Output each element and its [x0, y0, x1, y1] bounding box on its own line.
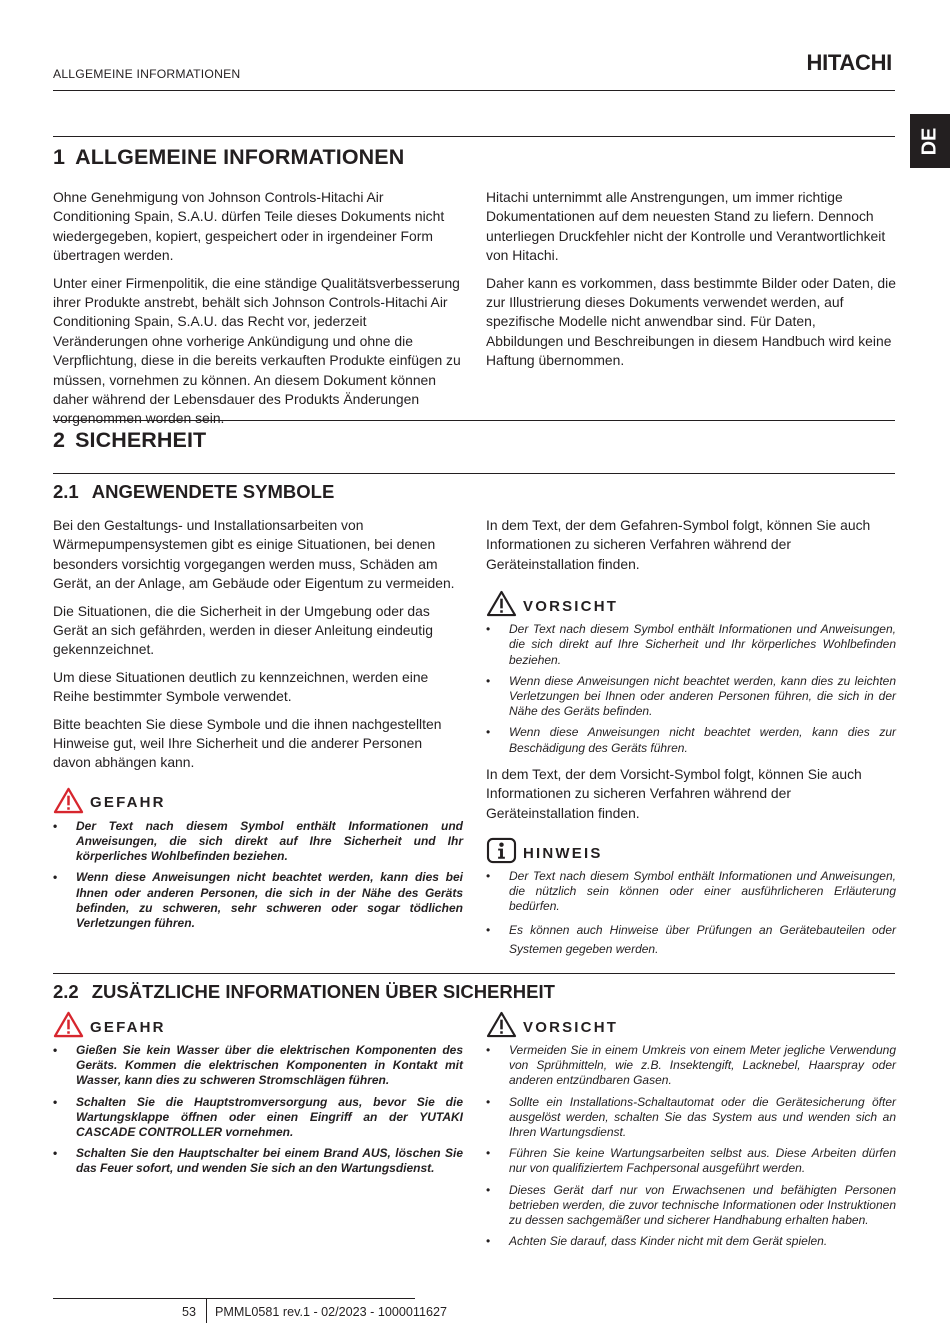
section-2-title: SICHERHEIT	[75, 428, 207, 452]
section-1-divider	[53, 136, 895, 137]
section-2-1-title: ANGEWENDETE SYMBOLE	[91, 481, 335, 502]
list-item: • Schalten Sie die Hauptstromversorgung aus, bevor Sie die Wartungsklappe öffnen oder einen Eingriff an der YUTAKI CASCADE CONTROLLER vornehmen.	[53, 1095, 463, 1141]
section-1-heading	[53, 145, 404, 170]
gefahr-symbol-heading	[53, 787, 463, 814]
paragraph: Daher kann es vorkommen, dass bestimmte Bilder oder Daten, die zur Illustrierung dieses Dokuments verwendet werden, auf spezifische Modelle nicht anwendbar sind. Für Daten, Abbildungen und Beschreibungen in diesem Handbuch wird keine Haftung übernommen.	[486, 274, 896, 369]
section-2-2-left-column	[53, 1011, 463, 1186]
list-item: • Der Text nach diesem Symbol enthält Informationen und Anweisungen, die nützlich sein können oder einer ausführlicheren Erläuterung bedürfen.	[486, 869, 896, 915]
warning-triangle-black-icon	[486, 1011, 517, 1038]
paragraph: Unter einer Firmenpolitik, die eine ständige Qualitätsverbesserung ihrer Produkte anstrebt, behält sich Johnson Controls-Hitachi Air Conditioning Spain, S.A.U. das Recht vor, jederzeit Veränderungen ohne vorherige Ankündigung und ohne die Verpflichtung, diese in die bereits verkauften Produkte einfügen zu müssen, vornehmen zu können. An diesem Dokument können daher während der Lebensdauer des Produkts Änderungen vorgenommen worden sein.	[53, 274, 461, 427]
list-item: • Der Text nach diesem Symbol enthält Informationen und Anweisungen, die sich direkt auf Ihre Sicherheit und Ihr körperliches Wohlbefinden beziehen.	[53, 819, 463, 865]
paragraph: Bitte beachten Sie diese Symbole und die ihnen nachgestellten Hinweise gut, weil Ihre Sicherheit und die anderer Personen davon abhängen kann.	[53, 715, 442, 771]
paragraph: Um diese Situationen deutlich zu kennzeichnen, werden eine Reihe bestimmter Symbole verwendet.	[53, 668, 429, 705]
paragraph: Ohne Genehmigung von Johnson Controls-Hitachi Air Conditioning Spain, S.A.U. dürfen Teile dieses Dokuments nicht wiedergegeben, kopiert, gespeichert oder in irgendeiner Form übertragen werden.	[53, 189, 445, 264]
vorsicht-symbol-heading	[486, 1011, 896, 1038]
footer-divider	[53, 1298, 415, 1299]
hinweis-symbol-heading	[486, 837, 896, 864]
section-1-number: 1	[53, 145, 66, 169]
warning-triangle-red-icon	[53, 1011, 84, 1038]
paragraph: Hitachi unternimmt alle Anstrengungen, um immer richtige Dokumentationen auf dem neuesten Stand zu liefern. Dennoch unterliegen Druckfehler nicht der Kontrolle und Verantwortlichkeit von Hitachi.	[486, 189, 886, 264]
list-item: • Es können auch Hinweise über Prüfungen an Gerätebauteilen oder Systemen gegeben werden.	[486, 921, 896, 960]
list-item: • Schalten Sie den Hauptschalter bei einem Brand AUS, löschen Sie das Feuer sofort, und wenden Sie sich an den Wartungsdienst.	[53, 1146, 463, 1176]
hitachi-logo: HITACHI	[806, 50, 892, 75]
paragraph: Die Situationen, die die Sicherheit in der Umgebung oder das Gerät an sich gefährden, werden in dieser Anleitung eindeutig gekennzeichnet.	[53, 602, 433, 658]
section-2-2-right-column	[486, 1011, 896, 1258]
warning-triangle-red-icon	[53, 787, 84, 814]
gefahr-title: GEFAHR	[90, 1018, 166, 1036]
section-2-1-left-column	[53, 516, 463, 940]
document-reference: PMML0581 rev.1 - 02/2023 - 1000011627	[215, 1305, 447, 1319]
warning-triangle-black-icon	[486, 590, 517, 617]
section-2-1-right-column	[486, 516, 896, 968]
section-2-2-divider	[53, 973, 895, 974]
list-item: • Sollte ein Installations-Schaltautomat oder die Gerätesicherung öfter ausgelöst werden, schalten Sie das System aus und wenden sich an Ihren Wartungsdienst.	[486, 1095, 896, 1141]
list-item: • Achten Sie darauf, dass Kinder nicht mit dem Gerät spielen.	[486, 1234, 896, 1249]
language-tab	[910, 114, 950, 168]
paragraph: In dem Text, der dem Gefahren-Symbol folgt, können Sie auch Informationen zu sicheren Verfahren während der Geräteinstallation finden.	[486, 517, 871, 572]
list-item: • Wenn diese Anweisungen nicht beachtet werden, kann dies zur Beschädigung des Geräts führen.	[486, 725, 896, 755]
header-divider	[53, 90, 895, 91]
hinweis-title: HINWEIS	[523, 844, 603, 862]
vorsicht-list	[486, 622, 896, 756]
section-2-1-divider	[53, 473, 895, 474]
paragraph: In dem Text, der dem Vorsicht-Symbol folgt, können Sie auch Informationen zu sicheren Verfahren während der Geräteinstallation finden.	[486, 765, 862, 821]
section-2-2-number: 2.2	[53, 981, 79, 1002]
header-section-label: ALLGEMEINE INFORMATIONEN	[53, 67, 241, 81]
list-item: • Gießen Sie kein Wasser über die elektrischen Komponenten des Geräts. Kommen die elektrischen Komponenten in Kontakt mit Wasser, kann dies zu schweren Stromschlägen führen.	[53, 1043, 463, 1089]
section-2-2-heading	[53, 981, 555, 1003]
vorsicht-title: VORSICHT	[523, 1018, 619, 1036]
gefahr-symbol-heading	[53, 1011, 463, 1038]
section-1-right-column	[486, 188, 896, 379]
list-item: • Vermeiden Sie in einem Umkreis von einem Meter jegliche Verwendung von Sprühmitteln, wie z.B. Insektengift, Lacknebel, Haarspray oder anderen entzündbaren Gasen.	[486, 1043, 896, 1089]
section-2-1-number: 2.1	[53, 481, 79, 502]
section-1-left-column	[53, 188, 463, 437]
vorsicht-symbol-heading	[486, 590, 896, 617]
hinweis-list	[486, 869, 896, 959]
list-item: • Wenn diese Anweisungen nicht beachtet werden, kann dies zu leichten Verletzungen bei Ihnen oder anderen Personen führen, die sich in der Nähe des Geräts befinden.	[486, 674, 896, 720]
gefahr-title: GEFAHR	[90, 794, 166, 812]
vorsicht-list	[486, 1043, 896, 1249]
info-note-icon	[486, 837, 517, 864]
section-2-heading	[53, 428, 206, 453]
section-2-2-title: ZUSÄTZLICHE INFORMATIONEN ÜBER SICHERHEIT	[91, 981, 555, 1002]
section-2-number: 2	[53, 428, 66, 452]
list-item: • Der Text nach diesem Symbol enthält Informationen und Anweisungen, die sich direkt auf Ihre Sicherheit und Ihr körperliches Wohlbefinden beziehen.	[486, 622, 896, 668]
footer-separator	[206, 1299, 207, 1323]
paragraph: Bei den Gestaltungs- und Installationsarbeiten von Wärmepumpensystemen gibt es einige Situationen, bei denen besonders vorsichtig vorgegangen werden muss, Schäden am Gerät, an der Anlage, am Gebäude oder Eigentum zu vermeiden.	[53, 517, 455, 592]
vorsicht-title: VORSICHT	[523, 597, 619, 615]
page-number: 53	[181, 1305, 196, 1319]
list-item: • Führen Sie keine Wartungsarbeiten selbst aus. Diese Arbeiten dürfen nur von qualifiziertem Fachpersonal ausgeführt werden.	[486, 1146, 896, 1176]
language-tab-label: DE	[918, 127, 941, 155]
list-item: • Wenn diese Anweisungen nicht beachtet werden, kann dies bei Ihnen oder anderen Personen, die sich in der Nähe des Geräts befinden, zu schweren, sehr schweren oder sogar tödlichen Verletzungen führen.	[53, 870, 463, 931]
gefahr-list	[53, 1043, 463, 1177]
gefahr-list	[53, 819, 463, 931]
section-2-divider	[53, 420, 895, 421]
list-item: • Dieses Gerät darf nur von Erwachsenen und befähigten Personen betrieben werden, die zuvor technische Informationen oder Instruktionen zu dessen sachgemäßer und sicherer Handhabung erhalten haben.	[486, 1183, 896, 1229]
section-1-title: ALLGEMEINE INFORMATIONEN	[75, 145, 405, 169]
section-2-1-heading	[53, 481, 334, 503]
